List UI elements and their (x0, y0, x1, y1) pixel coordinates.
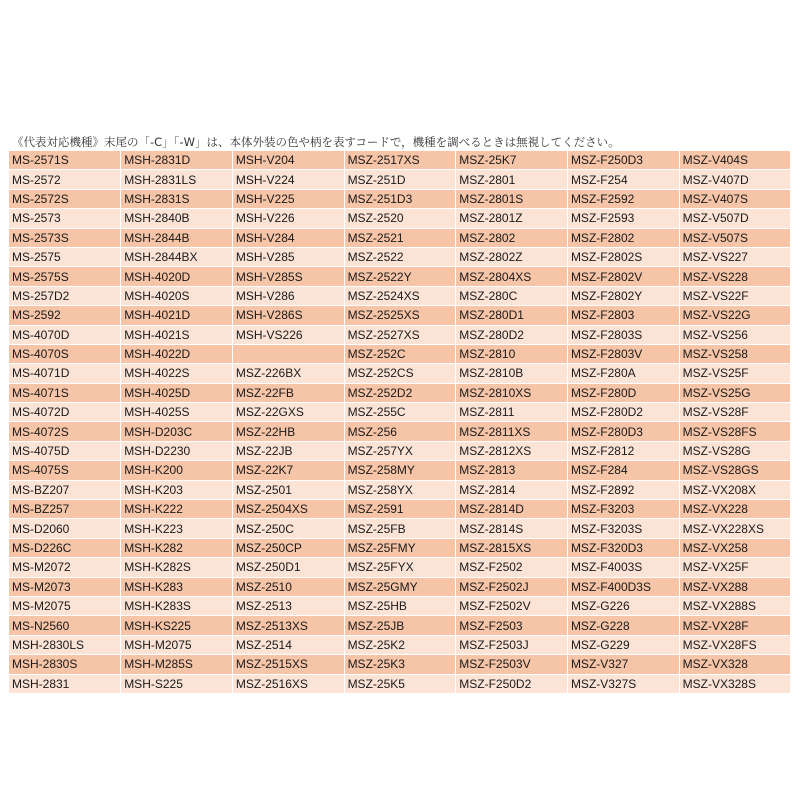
model-cell: MSZ-2810 (456, 344, 568, 363)
model-cell: MSZ-2811XS (456, 422, 568, 441)
model-cell: MSZ-2515XS (232, 655, 344, 674)
model-cell: MSZ-VX258 (679, 538, 791, 557)
model-cell: MS-4072S (9, 422, 121, 441)
model-cell: MSH-K283S (121, 596, 233, 615)
model-cell: MSH-K222 (121, 500, 233, 519)
model-cell: MSZ-F2802Y (567, 286, 679, 305)
model-cell: MSH-2831LS (121, 170, 233, 189)
model-cell: MSZ-VS228 (679, 267, 791, 286)
model-cell: MSZ-V407D (679, 170, 791, 189)
model-cell: MSH-V285 (232, 247, 344, 266)
model-cell: MSZ-251D3 (344, 189, 456, 208)
model-cell: MSZ-VS28F (679, 403, 791, 422)
model-cell: MSZ-25K2 (344, 635, 456, 654)
model-cell: MSZ-22HB (232, 422, 344, 441)
table-row (9, 403, 791, 422)
model-cell: MSH-V285S (232, 267, 344, 286)
model-cell: MSZ-VS22G (679, 306, 791, 325)
model-cell: MSZ-25FYX (344, 558, 456, 577)
model-cell: MS-D2060 (9, 519, 121, 538)
model-cell: MSH-K283 (121, 577, 233, 596)
model-cell: MSZ-2504XS (232, 500, 344, 519)
model-cell: MSZ-VX28FS (679, 635, 791, 654)
model-cell: MS-2572 (9, 170, 121, 189)
model-cell: MS-4075S (9, 461, 121, 480)
model-cell: MSZ-2514 (232, 635, 344, 654)
model-cell: MSZ-2522 (344, 247, 456, 266)
table-row (9, 616, 791, 635)
model-cell: MSZ-2510 (232, 577, 344, 596)
model-cell: MSZ-F280D (567, 383, 679, 402)
model-cell: MSZ-V327S (567, 674, 679, 693)
model-cell: MSZ-F250D2 (456, 674, 568, 693)
model-cell: MS-4075D (9, 441, 121, 460)
table-row (9, 325, 791, 344)
model-cell: MSH-KS225 (121, 616, 233, 635)
model-cell: MSZ-F280D3 (567, 422, 679, 441)
table-row (9, 170, 791, 189)
table-row (9, 422, 791, 441)
model-cell: MSH-K200 (121, 461, 233, 480)
model-cell: MSZ-VX28F (679, 616, 791, 635)
model-cell: MSZ-VX228 (679, 500, 791, 519)
model-cell: MSZ-F250D3 (567, 151, 679, 170)
model-cell: MSZ-2814 (456, 480, 568, 499)
model-cell: MSZ-280D2 (456, 325, 568, 344)
model-cell: MSZ-VX288 (679, 577, 791, 596)
model-cell: MSH-4025D (121, 383, 233, 402)
model-cell: MSZ-2814D (456, 500, 568, 519)
model-cell: MSZ-258MY (344, 461, 456, 480)
model-cell: MS-4071D (9, 364, 121, 383)
model-cell: MSH-V225 (232, 189, 344, 208)
table-row (9, 344, 791, 363)
model-cell: MS-BZ257 (9, 500, 121, 519)
model-cell: MS-2575S (9, 267, 121, 286)
model-cell: MSZ-VS256 (679, 325, 791, 344)
model-cell: MSH-V286S (232, 306, 344, 325)
model-cell: MSZ-V327 (567, 655, 679, 674)
table-row (9, 655, 791, 674)
model-cell: MSZ-F2503V (456, 655, 568, 674)
model-cell: MSZ-VX328 (679, 655, 791, 674)
model-cell: MSZ-V507S (679, 228, 791, 247)
model-cell: MSZ-F3203 (567, 500, 679, 519)
model-cell (232, 344, 344, 363)
model-cell: MSZ-VS22F (679, 286, 791, 305)
model-cell: MSZ-2513XS (232, 616, 344, 635)
model-cell: MSZ-2524XS (344, 286, 456, 305)
model-cell: MSH-S225 (121, 674, 233, 693)
model-cell: MSZ-VS28G (679, 441, 791, 460)
model-cell: MSZ-2522Y (344, 267, 456, 286)
model-cell: MSZ-252CS (344, 364, 456, 383)
model-cell: MSZ-25HB (344, 596, 456, 615)
model-cell: MSZ-25K5 (344, 674, 456, 693)
model-cell: MS-4072D (9, 403, 121, 422)
model-cell: MSZ-VS25F (679, 364, 791, 383)
model-cell: MSZ-F400D3S (567, 577, 679, 596)
model-cell: MSZ-F2802V (567, 267, 679, 286)
model-cell: MSH-V286 (232, 286, 344, 305)
table-row (9, 596, 791, 615)
model-cell: MSZ-F2892 (567, 480, 679, 499)
model-cell: MSZ-252C (344, 344, 456, 363)
model-cell: MS-4070S (9, 344, 121, 363)
table-row (9, 500, 791, 519)
model-cell: MSZ-25FMY (344, 538, 456, 557)
model-cell: MSZ-255C (344, 403, 456, 422)
model-cell: MSH-K223 (121, 519, 233, 538)
model-cell: MSZ-2513 (232, 596, 344, 615)
model-cell: MS-BZ207 (9, 480, 121, 499)
model-cell: MSZ-F2803S (567, 325, 679, 344)
model-cell: MSZ-VX328S (679, 674, 791, 693)
table-row (9, 209, 791, 228)
model-cell: MSZ-VS258 (679, 344, 791, 363)
model-cell: MSZ-2812XS (456, 441, 568, 460)
model-cell: MSZ-F2812 (567, 441, 679, 460)
model-cell: MSZ-2801Z (456, 209, 568, 228)
model-cell: MSZ-280C (456, 286, 568, 305)
model-cell: MSZ-VS28FS (679, 422, 791, 441)
model-cell: MSZ-2802Z (456, 247, 568, 266)
model-cell: MSZ-V404S (679, 151, 791, 170)
model-cell: MSH-2831S (121, 189, 233, 208)
model-cell: MS-2573S (9, 228, 121, 247)
compatible-models-caption: 《代表対応機種》末尾の「-C」「-W」は、本体外装の色や柄を表すコードで，機種を調べるときは無視してください。 (12, 135, 620, 149)
model-cell: MSZ-256 (344, 422, 456, 441)
model-cell: MSZ-2520 (344, 209, 456, 228)
table-row (9, 577, 791, 596)
model-cell: MSH-2830LS (9, 635, 121, 654)
model-cell: MSH-4020D (121, 267, 233, 286)
model-cell: MSH-M285S (121, 655, 233, 674)
model-cell: MSZ-F2503 (456, 616, 568, 635)
model-cell: MSZ-2517XS (344, 151, 456, 170)
table-row (9, 247, 791, 266)
model-cell: MSZ-2501 (232, 480, 344, 499)
model-cell: MSZ-F4003S (567, 558, 679, 577)
model-cell: MSZ-2814S (456, 519, 568, 538)
models-table-body (9, 151, 791, 693)
model-cell: MSH-V224 (232, 170, 344, 189)
model-cell: MSH-D2230 (121, 441, 233, 460)
model-cell: MSZ-G228 (567, 616, 679, 635)
model-cell: MSH-K282S (121, 558, 233, 577)
model-cell: MSZ-2810B (456, 364, 568, 383)
model-cell: MSZ-F280D2 (567, 403, 679, 422)
model-cell: MSZ-F2803 (567, 306, 679, 325)
table-row (9, 635, 791, 654)
model-cell: MS-2575 (9, 247, 121, 266)
model-cell: MSZ-250C (232, 519, 344, 538)
model-cell: MSZ-250D1 (232, 558, 344, 577)
model-cell: MSZ-VX25F (679, 558, 791, 577)
model-cell: MSZ-2813 (456, 461, 568, 480)
model-cell: MSH-4021D (121, 306, 233, 325)
model-cell: MSZ-G229 (567, 635, 679, 654)
model-cell: MSZ-VS25G (679, 383, 791, 402)
model-cell: MSZ-V507D (679, 209, 791, 228)
model-cell: MSZ-22JB (232, 441, 344, 460)
model-cell: MSH-VS226 (232, 325, 344, 344)
model-cell: MSZ-2804XS (456, 267, 568, 286)
model-cell: MSZ-25K3 (344, 655, 456, 674)
model-cell: MSZ-250CP (232, 538, 344, 557)
model-cell: MSZ-22K7 (232, 461, 344, 480)
model-cell: MSH-K282 (121, 538, 233, 557)
model-cell: MSH-V226 (232, 209, 344, 228)
model-cell: MSZ-2591 (344, 500, 456, 519)
table-row (9, 189, 791, 208)
model-cell: MSH-K203 (121, 480, 233, 499)
table-row (9, 383, 791, 402)
model-cell: MSH-V284 (232, 228, 344, 247)
table-row (9, 538, 791, 557)
model-cell: MSZ-F3203S (567, 519, 679, 538)
model-cell: MSZ-F2803V (567, 344, 679, 363)
model-cell: MSZ-25GMY (344, 577, 456, 596)
model-cell: MSZ-VS28GS (679, 461, 791, 480)
model-cell: MSZ-F2802 (567, 228, 679, 247)
model-cell: MSZ-VX288S (679, 596, 791, 615)
model-cell: MS-257D2 (9, 286, 121, 305)
model-cell: MS-4071S (9, 383, 121, 402)
model-cell: MSZ-F2502J (456, 577, 568, 596)
model-cell: MS-2573 (9, 209, 121, 228)
model-cell: MSZ-V407S (679, 189, 791, 208)
table-row (9, 441, 791, 460)
model-cell: MSZ-F320D3 (567, 538, 679, 557)
table-row (9, 480, 791, 499)
model-cell: MSH-2840B (121, 209, 233, 228)
model-cell: MSZ-F254 (567, 170, 679, 189)
model-cell: MSZ-F280A (567, 364, 679, 383)
model-cell: MSZ-2811 (456, 403, 568, 422)
model-cell: MS-M2072 (9, 558, 121, 577)
model-cell: MSZ-2527XS (344, 325, 456, 344)
table-row (9, 267, 791, 286)
model-cell: MSZ-VX228XS (679, 519, 791, 538)
model-cell: MSH-M2075 (121, 635, 233, 654)
model-cell: MS-2572S (9, 189, 121, 208)
model-cell: MSH-4020S (121, 286, 233, 305)
model-cell: MSZ-22GXS (232, 403, 344, 422)
table-row (9, 286, 791, 305)
model-cell: MS-2571S (9, 151, 121, 170)
model-cell: MS-2592 (9, 306, 121, 325)
model-cell: MS-M2073 (9, 577, 121, 596)
model-cell: MSH-4022S (121, 364, 233, 383)
table-row (9, 519, 791, 538)
model-cell: MSZ-2815XS (456, 538, 568, 557)
model-cell: MS-N2560 (9, 616, 121, 635)
model-cell: MSH-D203C (121, 422, 233, 441)
model-cell: MS-4070D (9, 325, 121, 344)
model-cell: MSZ-2810XS (456, 383, 568, 402)
model-cell: MSZ-VS227 (679, 247, 791, 266)
model-cell: MSZ-257YX (344, 441, 456, 460)
table-row (9, 306, 791, 325)
table-row (9, 558, 791, 577)
compatible-models-table (9, 151, 791, 694)
table-row (9, 364, 791, 383)
model-cell: MSZ-280D1 (456, 306, 568, 325)
model-cell: MSH-2831 (9, 674, 121, 693)
table-row (9, 674, 791, 693)
model-cell: MSZ-2521 (344, 228, 456, 247)
model-cell: MSZ-2525XS (344, 306, 456, 325)
model-cell: MSZ-G226 (567, 596, 679, 615)
model-cell: MSZ-VX208X (679, 480, 791, 499)
model-cell: MSZ-252D2 (344, 383, 456, 402)
model-cell: MSZ-F2802S (567, 247, 679, 266)
model-cell: MSZ-2516XS (232, 674, 344, 693)
model-cell: MSH-4025S (121, 403, 233, 422)
model-cell: MSZ-F2592 (567, 189, 679, 208)
model-cell: MSH-4022D (121, 344, 233, 363)
model-cell: MSH-2831D (121, 151, 233, 170)
model-cell: MSZ-251D (344, 170, 456, 189)
model-cell: MSZ-F2502V (456, 596, 568, 615)
model-cell: MSZ-F2593 (567, 209, 679, 228)
table-row (9, 228, 791, 247)
model-cell: MSZ-25FB (344, 519, 456, 538)
model-cell: MSH-2830S (9, 655, 121, 674)
table-row (9, 461, 791, 480)
model-cell: MSZ-2802 (456, 228, 568, 247)
model-cell: MSH-2844B (121, 228, 233, 247)
model-cell: MSZ-22FB (232, 383, 344, 402)
table-row (9, 151, 791, 170)
model-cell: MSZ-F284 (567, 461, 679, 480)
model-cell: MSZ-25JB (344, 616, 456, 635)
model-cell: MS-M2075 (9, 596, 121, 615)
model-cell: MSZ-226BX (232, 364, 344, 383)
model-cell: MSZ-F2503J (456, 635, 568, 654)
model-cell: MSH-4021S (121, 325, 233, 344)
model-cell: MSZ-258YX (344, 480, 456, 499)
model-cell: MS-D226C (9, 538, 121, 557)
model-cell: MSZ-2801 (456, 170, 568, 189)
model-cell: MSZ-25K7 (456, 151, 568, 170)
model-cell: MSZ-F2502 (456, 558, 568, 577)
model-cell: MSH-V204 (232, 151, 344, 170)
model-cell: MSH-2844BX (121, 247, 233, 266)
model-cell: MSZ-2801S (456, 189, 568, 208)
